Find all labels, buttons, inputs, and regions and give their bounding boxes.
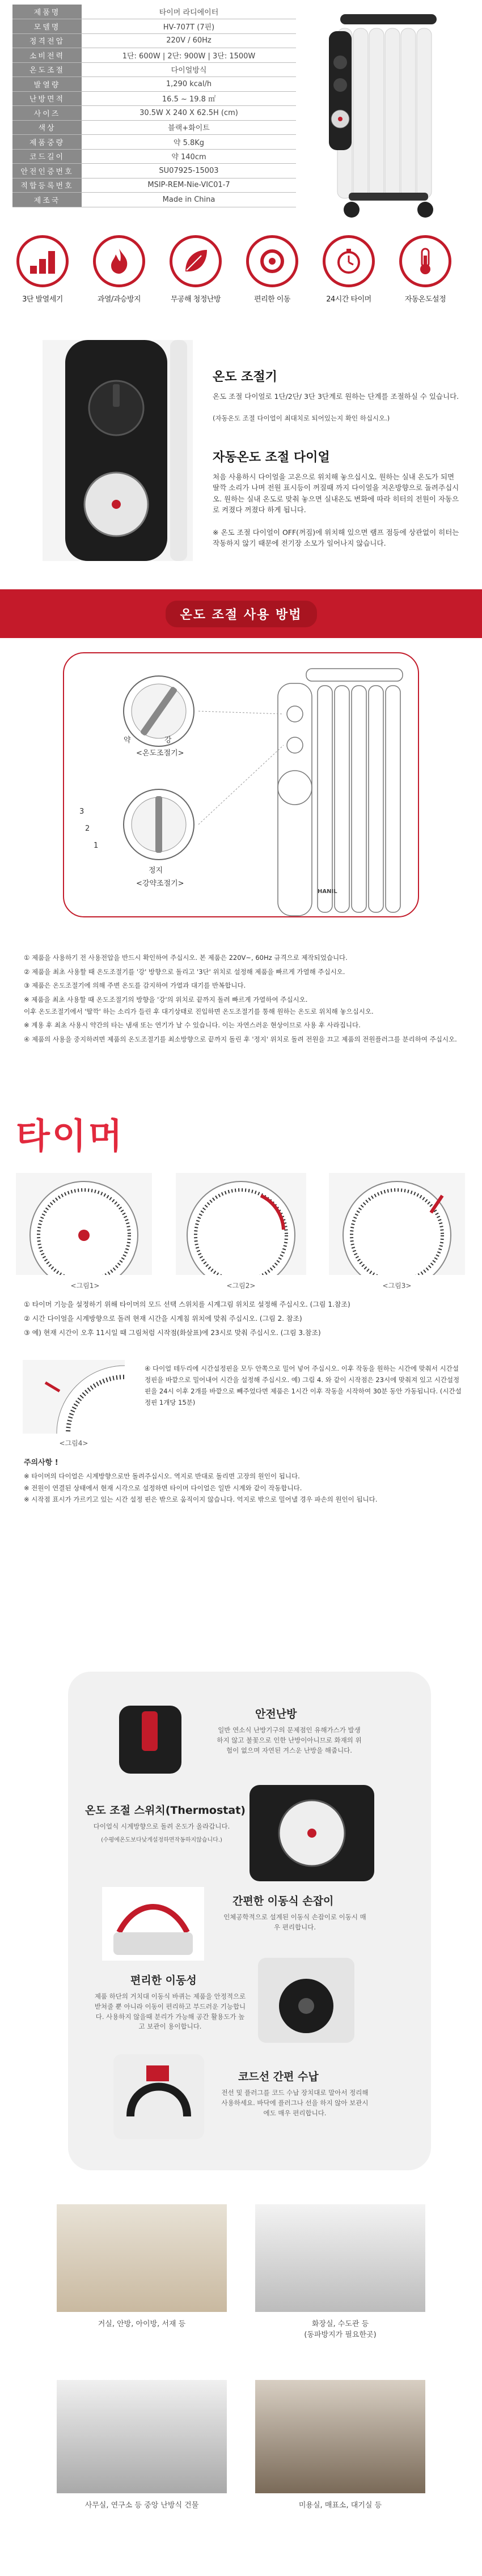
- timer-step-4: ④ 다이얼 테두리에 시간설정핀을 모두 안쪽으로 밀어 넣어 주십시오. 이후 작동을 원하는 시간에 맞춰서 시간설정핀을 바깥으로 밀어내어 시간을 설정해 주십시오. 예) 그림 4. 와 같이 시작점은 23시에 맞춰져 있고 시간설정핀을 24시 이후 2개를 바깥으로 빼주었다면 제품은 1시간 이후 작동을 시작하여 30분 동안 가동됩니다. (시간설정핀 1개당 15분): [145, 1364, 462, 1407]
- spec-value: 약 140cm: [82, 149, 296, 164]
- temp-controller-desc: 온도 조절 다이얼로 1단/2단/ 3단 3단계로 원하는 단계를 조절하실 수 있습니다.: [213, 392, 459, 401]
- feature-2-desc: 다이얼식 시계방향으로 돌려 온도가 올라갑니다.: [93, 1822, 230, 1830]
- usage-caption-office: 사무실, 연구소 등 중앙 난방식 건물: [84, 2501, 199, 2510]
- spec-label: 제조국: [12, 193, 82, 207]
- usage-caption-bathroom: 화장실, 수도관 등 (동파방지가 필요한곳): [304, 2320, 377, 2339]
- feature-4-title: 편리한 이동성: [130, 1974, 197, 1987]
- usage-note: ※ 제품을 최초 사용할 때 온도조절기의 방향을 '강'의 위치로 끝까지 돌려 빠르게 가열하여 주십시오. 이후 온도조절기에서 '딸깍' 하는 소리가 들린 후 대기상태로 진입하면 온도조절기를 통해 원하는 온도로 위치해 놓으십시오.: [24, 996, 374, 1015]
- spec-row: [12, 77, 296, 92]
- feature-1-image: [108, 1700, 193, 1774]
- timer-icon: [334, 246, 363, 276]
- spec-value: 220V / 60Hz: [82, 33, 296, 48]
- usage-banner: [0, 589, 482, 638]
- fire-icon: [104, 246, 134, 276]
- feature-icon-row: [9, 235, 473, 326]
- spec-row: [12, 5, 296, 19]
- usage-caption-salon: 미용실, 매표소, 대기실 등: [298, 2501, 382, 2510]
- timer-fig3-caption: <그림3>: [382, 1282, 412, 1290]
- diagram-brand: HANIL: [318, 889, 337, 895]
- dial1-strong-label: 강: [164, 736, 172, 745]
- feature-5-desc: 전선 및 플러그를 코드 수납 장치대로 말아서 정리해 사용하세요. 바닥에 플러그나 선을 하지 않아 보관시에도 매우 편리합니다.: [221, 2089, 369, 2117]
- feature-4-image: [258, 1958, 354, 2043]
- spec-value: 1,290 kcal/h: [82, 77, 296, 92]
- feature-2-title: 온도 조절 스위치(Thermostat): [85, 1804, 246, 1817]
- feature-2-note: (수평에온도보다낮게설정하면작동하지않습니다.): [101, 1837, 222, 1843]
- dial1-weak-label: 약: [124, 736, 131, 745]
- spec-label: 모델명: [12, 19, 82, 34]
- spec-value: 타이머 라디에이터: [82, 5, 296, 19]
- spec-value: 약 5.8Kg: [82, 135, 296, 150]
- spec-value: 30.5W X 240 X 62.5H (cm): [82, 106, 296, 121]
- spec-value: SU07925-15003: [82, 164, 296, 178]
- spec-row: [12, 178, 296, 193]
- feature-2-image: [250, 1785, 374, 1881]
- dial2-num-2: 2: [85, 824, 90, 833]
- spec-row: [12, 48, 296, 63]
- spec-value: MSIP-REM-Nie-VIC01-7: [82, 178, 296, 193]
- caution-item: ※ 타이머의 다이얼은 시계방향으로만 돌려주십시오. 역지로 반대로 돌리면 고장의 원인이 됩니다.: [24, 1472, 300, 1480]
- dial1-caption: <온도조절기>: [136, 749, 184, 758]
- control-panel-image: [43, 340, 193, 561]
- spec-label: 색상: [12, 120, 82, 135]
- wheel-icon: [257, 246, 287, 276]
- timer-figure-2: [176, 1173, 306, 1275]
- spec-row: [12, 135, 296, 150]
- temp-controller-note: (자동온도 조절 다이얼이 최대치로 되어있는지 확인 하십시오.): [213, 414, 390, 422]
- usage-notes: [24, 952, 460, 1048]
- spec-label: 제품명: [12, 5, 82, 19]
- caution-item: ※ 전원이 연결된 상태에서 현재 시각으로 설정하면 타이머 다이얼은 일반 시계와 같이 작동합니다.: [24, 1483, 302, 1492]
- spec-value: 1단: 600W | 2단: 900W | 3단: 1500W: [82, 48, 296, 63]
- usage-note: ※ 계용 후 최초 사용시 약간의 타는 냄새 또는 연기가 날 수 있습니다. 이는 자연스러운 현상이므로 사용 후 사라집니다.: [24, 1021, 361, 1030]
- feature-3-image: [102, 1887, 204, 1961]
- spec-label: 정격전압: [12, 33, 82, 48]
- timer-figure-1: [16, 1173, 152, 1275]
- spec-row: [12, 19, 296, 34]
- usage-photo-salon: [255, 2380, 425, 2493]
- timer-step: ① 타이머 기능을 설정하기 위해 타이머의 모드 선택 스위치를 시계그림 위치로 설정해 주십시오. (그림 1.참조): [24, 1300, 350, 1308]
- spec-label: 제품중량: [12, 135, 82, 150]
- dial2-stop-label: 정지: [149, 866, 163, 875]
- timer-fig4-caption: <그림4>: [59, 1439, 88, 1447]
- spec-row: [12, 106, 296, 121]
- timer-figure-4: [23, 1360, 125, 1434]
- spec-value: 다이얼방식: [82, 62, 296, 77]
- auto-temp-title: 자동온도 조절 다이얼: [213, 450, 330, 465]
- spec-label: 적합등록번호: [12, 178, 82, 193]
- spec-row: [12, 164, 296, 178]
- usage-banner-title: 온도 조절 사용 방법: [166, 601, 317, 627]
- leaf-icon: [181, 246, 210, 276]
- dial2-num-1: 1: [94, 841, 99, 850]
- usage-note: ④ 제품의 사용을 중지하려면 제품의 온도조절기를 최소방향으로 끝까지 돌린 후 '정지' 위치로 돌려 전원을 끄고 제품의 전원플러그를 분리하여 주십시오.: [24, 1035, 457, 1044]
- caution-item: ※ 시작점 표시가 가르키고 있는 시간 설정 핀은 밖으로 움직이지 않습니다. 억지로 밖으로 밀어낼 경우 파손의 원인이 됩니다.: [24, 1495, 378, 1504]
- spec-value: Made in China: [82, 193, 296, 207]
- auto-temp-desc: 처음 사용하시 다이얼을 고온으로 위치해 놓으십시오. 원하는 실내 온도가 되면 딸깍 소리가 나며 전원 표시등이 꺼질때 까지 다이얼을 저온방향으로 돌려주십시오. 원하는 실내 온도로 맞춰 놓으면 실내온도 변화에 따라 히터의 전원이 자동으로 켜졌다 꺼졌다 하게 됩니다.: [213, 473, 459, 515]
- spec-label: 난방면적: [12, 91, 82, 106]
- auto-temp-warning: ※ 온도 조절 다이얼이 OFF(꺼짐)에 위치해 있으면 램프 점등에 상관없이 히터는 작동하지 않기 때문에 전기장 소모가 일어나지 않습니다.: [213, 528, 459, 548]
- spec-row: [12, 91, 296, 106]
- spec-value: 16.5 ~ 19.8 ㎡: [82, 91, 296, 106]
- feature-1-title: 안전난방: [255, 1708, 297, 1720]
- timer-step: ③ 예) 현재 시간이 오후 11시일 때 그림처럼 시작점(화살표)에 23시로 맞춰 주십시오. (그림 3.참조): [24, 1329, 321, 1337]
- temp-controller-title: 온도 조절기: [213, 370, 277, 384]
- feature-1-desc: 일반 연소식 난방기구의 문제점인 유해가스가 발생하지 않고 불꽃으로 인한 난방이아니므로 화재의 위험이 없으며 자연된 겨스운 난방을 해줍니다.: [217, 1726, 362, 1754]
- dial2-num-3: 3: [79, 807, 84, 816]
- spec-label: 발열량: [12, 77, 82, 92]
- feature-5-image: [113, 2054, 204, 2139]
- icon-item-timer: 24시간 타이머: [320, 235, 377, 304]
- spec-label: 소비전력: [12, 48, 82, 63]
- timer-fig1-caption: <그림1>: [70, 1282, 100, 1290]
- spec-row: [12, 120, 296, 135]
- usage-note: ② 제품을 최초 사용할 때 온도조절기를 '강' 방향으로 돌리고 '3단' 위치로 설정해 제품을 빠르게 가열해 주십시오.: [24, 967, 345, 976]
- feature-3-desc: 인체공학적으로 설계된 이동식 손잡이로 이동시 매우 편리합니다.: [223, 1913, 366, 1931]
- spec-row: [12, 33, 296, 48]
- cautions-list: [24, 1470, 460, 1506]
- dial2-caption: <강약조절기>: [136, 879, 184, 888]
- spec-row: [12, 62, 296, 77]
- usage-photo-living: [57, 2204, 227, 2312]
- timer-fig2-caption: <그림2>: [226, 1282, 256, 1290]
- spec-value: HV-707T (7핀): [82, 19, 296, 34]
- spec-label: 사이즈: [12, 106, 82, 121]
- usage-photo-bathroom: [255, 2204, 425, 2312]
- usage-photo-office: [57, 2380, 227, 2493]
- thermometer-icon: [411, 246, 440, 276]
- usage-note: ① 제품을 사용하기 전 사용전압을 반드시 확인하여 주십시오. 본 제품은 220V~, 60Hz 규격으로 제작되었습니다.: [24, 954, 348, 962]
- timer-section-title: 타이머: [16, 1115, 125, 1157]
- timer-step: ② 시간 다이얼을 시계방향으로 돌려 현재 시간을 시계침 위치에 맞춰 주십시오. (그림 2. 참조): [24, 1315, 302, 1323]
- icon-item-auto-temp: 자동온도설정: [397, 235, 454, 304]
- timer-steps: [24, 1298, 460, 1341]
- usage-diagram: [62, 652, 420, 918]
- feature-5-title: 코드선 간편 수납: [238, 2071, 319, 2083]
- cautions-title: 주의사항 !: [24, 1459, 58, 1467]
- three-steps-icon: [28, 246, 57, 276]
- feature-3-title: 간편한 이동식 손잡이: [232, 1895, 334, 1907]
- timer-figure-3: [329, 1173, 465, 1275]
- radiator-product-image: [318, 11, 465, 227]
- spec-value: 블랙+화이트: [82, 120, 296, 135]
- usage-note: ③ 제품은 온도조절기에 의해 주변 온도를 감지하여 가열과 대기를 반복합니다.: [24, 981, 246, 990]
- icon-item-mobility: 편리한 이동: [244, 235, 301, 304]
- icon-item-overheat: 과열/과승방지: [91, 235, 147, 304]
- spec-label: 코드길이: [12, 149, 82, 164]
- icon-item-clean: 무공해 청정난방: [167, 235, 224, 304]
- spec-row: [12, 193, 296, 207]
- usage-caption-living: 거실, 안방, 아이방, 서재 등: [98, 2320, 186, 2328]
- spec-label: 온도조절: [12, 62, 82, 77]
- spec-label: 안전인증번호: [12, 164, 82, 178]
- feature-4-desc: 제품 하단의 거치대 이동식 바퀴는 제품을 안정적으로 받쳐줄 뿐 아니라 이동이 편리하고 부드러운 기능합니다. 사용하지 않을때 분리가 가능해 공간 활용도가 높고 보관이 용이합니다.: [94, 1992, 246, 2031]
- spec-table: [12, 5, 296, 207]
- spec-row: [12, 149, 296, 164]
- icon-item-three-steps: 3단 발열세기: [14, 235, 71, 304]
